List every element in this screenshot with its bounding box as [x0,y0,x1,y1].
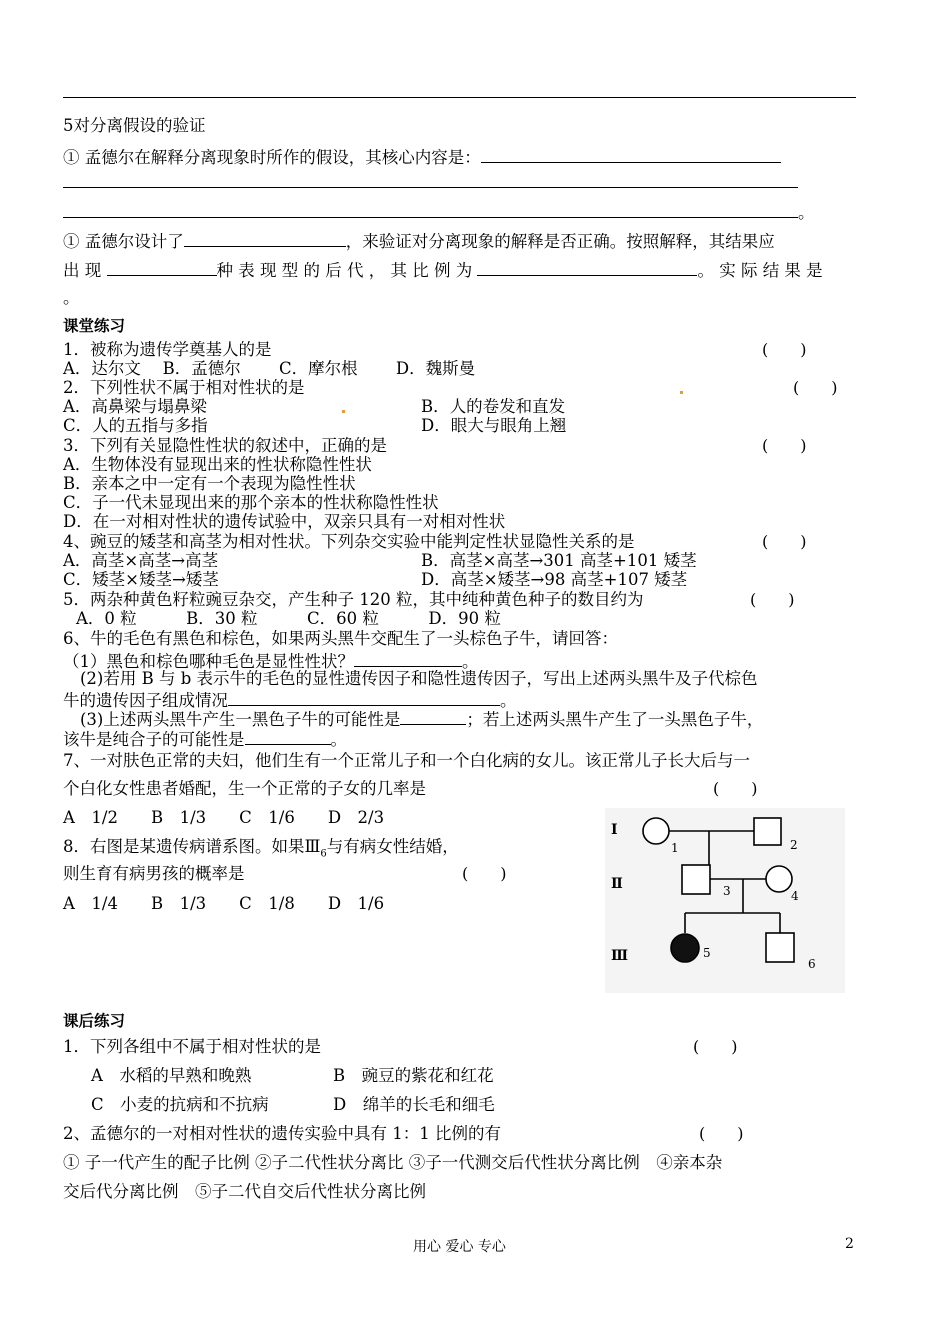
question: 4、豌豆的矮茎和高茎为相对性状。下列杂交实验中能判定性状显隐性关系的是 [63,532,635,551]
footer-motto: 用心 爱心 专心 [413,1239,506,1255]
member-label-2: 2 [790,838,798,852]
option: B．人的卷发和直发 [421,397,566,416]
question: 8．右图是某遗传病谱系图。如果$Ⅲ_6$与有病女性结婚， [63,837,459,860]
option: B．高茎×高茎→301 高茎+101 矮茎 [421,551,697,570]
question-line: ① 孟德尔在解释分离现象时所作的假设，其核心内容是： [63,146,781,168]
answer-blank[interactable] [63,171,798,188]
pedigree-female-1 [643,818,669,844]
sub-question: 牛的遗传因子组成情况 。 [63,691,517,710]
answer-blank[interactable] [107,259,217,276]
answer-blank[interactable] [354,650,462,667]
question: 则生育有病男孩的概率是 [63,864,245,883]
question: 5．两杂种黄色籽粒豌豆杂交，产生种子 120 粒，其中纯种黄色种子的数目约为 [63,590,644,609]
options: 交后代分离比例 ⑤子二代自交后代性状分离比例 [63,1182,426,1201]
question-line: ① 孟德尔设计了 ，来验证对分离现象的解释是否正确。按照解释，其结果应 [63,232,775,251]
member-label-5: 5 [703,946,711,960]
options: A．0 粒 B．30 粒 C．60 粒 D．90 粒 [76,609,501,628]
gen-label-2: Ⅱ [611,876,623,892]
sub-question: (2)若用 B 与 b 表示牛的毛色的显性遗传因子和隐性遗传因子，写出上述两头黑牛及子代棕色 [80,669,758,688]
member-label-4: 4 [791,889,799,903]
option: C．矮茎×矮茎→矮茎 [63,570,219,589]
answer-paren[interactable]: ( ) [713,779,758,798]
answer-paren[interactable]: ( ) [462,864,507,883]
answer-paren[interactable]: ( ) [762,532,807,551]
option: D．眼大与眼角上翘 [421,416,567,435]
pedigree-female-4 [766,866,792,892]
question-line: 出 现 种 表 现 型 的 后 代 ， 其 比 例 为 。 实 际 结 果 是 [63,261,823,280]
section-title: 5对分离假设的验证 [63,116,206,135]
option: A 水稻的早熟和晚熟 [91,1066,252,1085]
options: ① 子一代产生的配子比例 ②子二代性状分离比 ③子一代测交后代性状分离比例 ④亲本杂 [63,1153,723,1172]
pedigree-male-2 [754,818,781,845]
gen-label-1: Ⅰ [611,822,618,838]
question: 7、一对肤色正常的夫妇，他们生有一个正常儿子和一个白化病的女儿。该正常儿子长大后与一 [63,751,750,770]
option: B 豌豆的紫花和红花 [333,1066,494,1085]
answer-paren[interactable]: ( ) [762,436,807,455]
answer-blank[interactable] [477,259,697,276]
gen-label-3: Ⅲ [611,948,629,964]
option: C．人的五指与多指 [63,416,208,435]
options: A 1/4 B 1/3 C 1/8 D 1/6 [63,894,385,913]
pedigree-chart [605,808,845,993]
answer-paren[interactable]: ( ) [750,590,795,609]
question: 1．下列各组中不属于相对性状的是 [63,1037,321,1056]
answer-blank[interactable] [400,708,466,725]
question-line: 。 [63,201,815,223]
member-label-3: 3 [723,884,731,898]
options: A．达尔文 B．孟德尔 C．摩尔根 D．魏斯曼 [63,359,476,378]
answer-paren[interactable]: ( ) [699,1124,744,1143]
question: 个白化女性患者婚配，生一个正常的子女的几率是 [63,779,426,798]
sub-question: （1）黑色和棕色哪种毛色是显性性状？ 。 [63,652,479,671]
option: A．高茎×高茎→高茎 [63,551,219,570]
question: 2、孟德尔的一对相对性状的遗传实验中具有 1：1 比例的有 [63,1124,501,1143]
section-heading: 课后练习 [63,1012,126,1030]
pedigree-male-3 [682,865,710,894]
page-number: 2 [845,1236,854,1252]
option: B．亲本之中一定有一个表现为隐性性状 [63,474,356,493]
answer-blank[interactable] [228,689,500,706]
section-heading: 课堂练习 [63,317,126,335]
pedigree-male-6 [766,933,794,962]
option: D．高茎×矮茎→98 高茎+107 矮茎 [421,570,688,589]
answer-paren[interactable]: ( ) [793,378,838,397]
option: D．在一对相对性状的遗传试验中，双亲只具有一对相对性状 [63,512,506,531]
sub-question: (3)上述两头黑牛产生一黑色子牛的可能性是 ；若上述两头黑牛产生了一头黑色子牛， [80,710,764,729]
answer-blank[interactable] [481,146,781,163]
member-label-6: 6 [808,957,816,971]
scan-artifact [342,410,345,413]
option: A．高鼻梁与塌鼻梁 [63,397,207,416]
answer-blank[interactable] [184,230,346,247]
question: 3．下列有关显隐性性状的叙述中，正确的是 [63,436,387,455]
answer-paren[interactable]: ( ) [762,340,807,359]
scan-artifact [680,391,683,394]
options: A 1/2 B 1/3 C 1/6 D 2/3 [63,808,385,827]
question: 2．下列性状不属于相对性状的是 [63,378,305,397]
answer-blank[interactable] [245,728,331,745]
sub-question: 该牛是纯合子的可能性是 。 [63,730,347,749]
question: 1．被称为遗传学奠基人的是 [63,340,272,359]
answer-paren[interactable]: ( ) [693,1037,738,1056]
header-rule [63,97,856,98]
question: 6、牛的毛色有黑色和棕色，如果两头黑牛交配生了一头棕色子牛，请回答： [63,629,618,648]
question-line: 。 [63,288,80,307]
option: A．生物体没有显现出来的性状称隐性性状 [63,455,372,474]
pedigree-affected-female-5 [671,934,699,962]
member-label-1: 1 [671,841,679,855]
option: C．子一代未显现出来的那个亲本的性状称隐性性状 [63,493,439,512]
answer-blank[interactable] [63,201,798,218]
option: C 小麦的抗病和不抗病 [91,1095,269,1114]
option: D 绵羊的长毛和细毛 [333,1095,495,1114]
